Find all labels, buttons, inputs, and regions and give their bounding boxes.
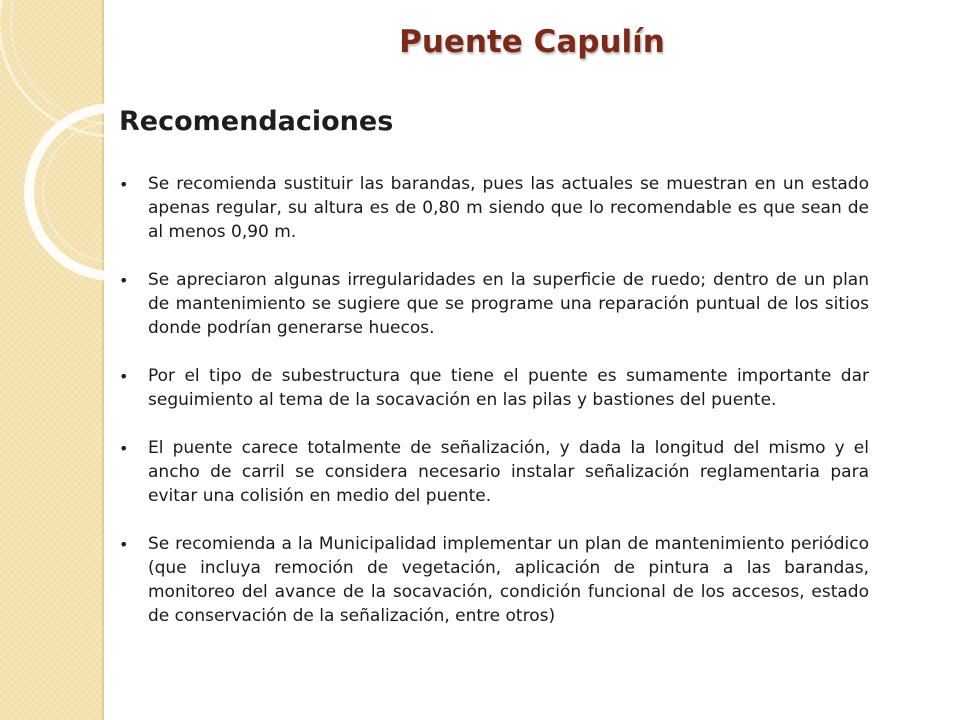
bullet-icon: •	[119, 271, 129, 290]
slide-title: Puente Capulín	[399, 24, 665, 60]
list-item-text: El puente carece totalmente de señalización, y dada la longitud del mismo y el ancho de carril se considera necesario instalar señalización reglamentaria para evitar una colisión en medio del puente.	[148, 438, 869, 506]
bullet-icon: •	[119, 535, 129, 554]
list-item	[117, 532, 869, 628]
list-item-text: Por el tipo de subestructura que tiene el puente es sumamente importante dar seguimiento al tema de la socavación en las pilas y bastiones del puente.	[148, 366, 869, 410]
bullet-icon: •	[119, 439, 129, 458]
list-item-text: Se apreciaron algunas irregularidades en la superficie de ruedo; dentro de un plan de mantenimiento se sugiere que se programe una reparación puntual de los sitios donde podrían generarse huecos.	[148, 270, 869, 338]
bullet-icon: •	[119, 367, 129, 386]
list-item	[117, 364, 869, 412]
recommendations-list	[117, 172, 869, 652]
decorative-side-band	[0, 0, 104, 720]
list-item-text: Se recomienda sustituir las barandas, pues las actuales se muestran en un estado apenas regular, su altura es de 0,80 m siendo que lo recomendable es que sean de al menos 0,90 m.	[148, 174, 869, 242]
list-item-text: Se recomienda a la Municipalidad implementar un plan de mantenimiento periódico (que incluya remoción de vegetación, aplicación de pintura a las barandas, monitoreo del avance de la socavación, condición funcional de los accesos, estado de conservación de la señalización, entre otros)	[148, 534, 869, 626]
bullet-icon: •	[119, 175, 129, 194]
list-item	[117, 436, 869, 508]
list-item	[117, 268, 869, 340]
list-item	[117, 172, 869, 244]
slide-subtitle: Recomendaciones	[119, 106, 394, 137]
